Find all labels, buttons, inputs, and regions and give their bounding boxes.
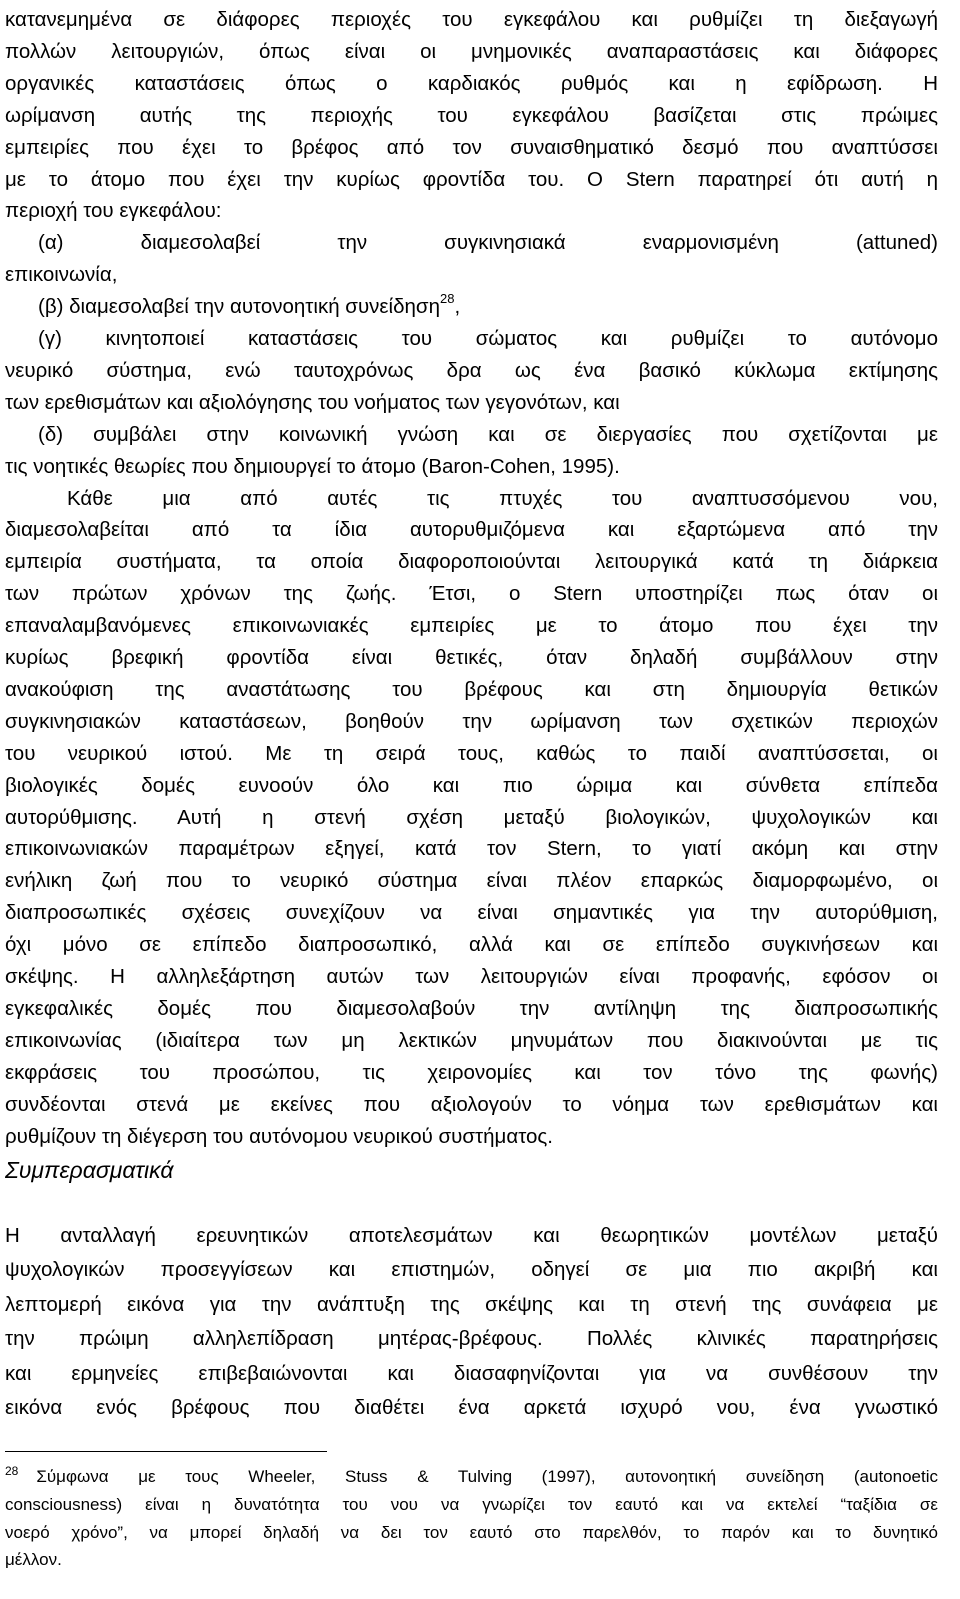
footnote-reference-comma: , [454,295,461,319]
footnote-line [5,1492,938,1518]
list-item-b-text: (β) διαμεσολαβεί την αυτονοητική συνείδηση [38,295,440,319]
list-item-d: (δ) συμβάλει στην κοινωνική γνώση και σε διεργασίες που σχετίζονται με [38,422,938,446]
body-line: συγκινησιακών καταστάσεων, βοηθούν την ωρίμανση των σχετικών περιοχών [5,709,938,733]
footnote-line [5,1520,938,1546]
body-line: επαναλαμβανόμενες επικοινωνιακές εμπειρίες με το άτομο που έχει την [5,614,938,638]
body-line: επικοινωνίας (ιδιαίτερα των μη λεκτικών μηνυμάτων που διακινούνται με τις [5,1028,938,1052]
body-line: συνδέονται στενά με εκείνες που αξιολογούν το νόημα των ερεθισμάτων και [5,1092,938,1116]
body-line: των ερεθισμάτων και αξιολόγησης του νοήματος των γεγονότων, και [5,390,620,414]
body-line: σκέψης. Η αλληλεξάρτηση αυτών των λειτουργιών είναι προφανής, εφόσον οι [5,965,938,988]
body-line: αυτορύθμισης. Αυτή η στενή σχέση μεταξύ βιολογικών, ψυχολογικών και [5,805,938,829]
footnote-reference: 28 [439,291,455,307]
body-line: νευρικό σύστημα, ενώ ταυτοχρόνως δρα ως ένα βασικό κύκλωμα εκτίμησης [5,358,938,382]
list-item-c: (γ) κινητοποιεί καταστάσεις του σώματος και ρυθμίζει το αυτόνομο [38,327,938,350]
body-line: ανακούφιση της αναστάτωσης του βρέφους και στη δημιουργία θετικών [5,677,938,701]
body-line: ωρίμανση αυτής της περιοχής του εγκεφάλου βασίζεται στις πρώιμες [5,103,938,127]
body-line: εμπειρία συστήματα, τα οποία διαφοροποιούνται λειτουργικά κατά τη διάρκεια [5,550,938,574]
body-line: οργανικές καταστάσεις όπως ο καρδιακός ρυθμός και η εφίδρωση. Η [5,71,938,95]
footnote-text: μέλλον. [5,1550,62,1569]
footnote-text: consciousness) είναι η δυνατότητα του νου να γνωρίζει τον εαυτό και να εκτελεί “ταξίδια σε [5,1495,938,1514]
conclusion-line: λεπτομερή εικόνα για την ανάπτυξη της σκέψης και τη στενή της συνάφεια με [5,1292,938,1316]
body-line: ενήλικη ζωή που το νευρικό σύστημα είναι πλέον επαρκώς διαμορφωμένο, οι [5,869,938,893]
body-line: περιοχή του εγκεφάλου: [5,199,222,223]
body-line: κατανεμημένα σε διάφορες περιοχές του εγκεφάλου και ρυθμίζει τη διεξαγωγή [5,8,938,31]
body-line: βιολογικές δομές ευνοούν όλο και πιο ώριμα και σύνθετα επίπεδα [5,773,938,797]
footnote-number: 28 [5,1464,19,1478]
body-line: του νευρικού ιστού. Με τη σειρά τους, καθώς το παιδί αναπτύσσεται, οι [5,741,938,765]
paragraph-start: Κάθε μια από αυτές τις πτυχές του αναπτυσσόμενου νου, [67,486,938,510]
footnote-text: Σύμφωνα με τους Wheeler, Stuss & Tulving (1997), αυτονοητική συνείδηση (autonoetic [36,1467,938,1486]
footnote-text: νοερό χρόνο”, να μπορεί δηλαδή να δει τον εαυτό στο παρελθόν, το παρόν και το δυνητικό [5,1523,938,1542]
conclusion-line: εικόνα ενός βρέφους που διαθέτει ένα αρκετά ισχυρό νου, ένα γνωστικό [5,1396,938,1419]
conclusion-line: την πρώιμη αλληλεπίδραση μητέρας-βρέφους. Πολλές κλινικές παρατηρήσεις [5,1327,938,1351]
body-line: επικοινωνιακών παραμέτρων εξηγεί, κατά τον Stern, το γιατί ακόμη και στην [5,837,938,861]
body-line: διαπροσωπικές σχέσεις συνεχίζουν να είναι σημαντικές για την αυτορύθμιση, [5,901,938,925]
conclusion-line: Η ανταλλαγή ερευνητικών αποτελεσμάτων και θεωρητικών μοντέλων μεταξύ [5,1224,938,1247]
body-line: επικοινωνία, [5,263,118,287]
list-item-a: (α) διαμεσολαβεί την συγκινησιακά εναρμονισμένη (attuned) [38,231,938,255]
body-line: διαμεσολαβείται από τα ίδια αυτορυθμιζόμενα και εξαρτώμενα από την [5,518,938,542]
body-line: τις νοητικές θεωρίες που δημιουργεί το άτομο (Baron-Cohen, 1995). [5,454,620,478]
conclusion-line: ψυχολογικών προσεγγίσεων και επιστημών, οδηγεί σε μια πιο ακριβή και [5,1258,938,1282]
footnote-line [5,1464,938,1490]
body-line: με το άτομο που έχει την κυρίως φροντίδα του. Ο Stern παρατηρεί ότι αυτή η [5,167,938,191]
body-line: κυρίως βρεφική φροντίδα είναι θετικές, όταν δηλαδή συμβάλλουν στην [5,646,938,669]
body-line: όχι μόνο σε επίπεδο διαπροσωπικό, αλλά και σε επίπεδο συγκινήσεων και [5,933,938,957]
body-line: των πρώτων χρόνων της ζωής. Έτσι, ο Stern υποστηρίζει πως όταν οι [5,582,938,606]
section-heading: Συμπερασματικά [5,1157,174,1183]
body-line-last: ρυθμίζουν τη διέγερση του αυτόνομου νευρικού συστήματος. [5,1124,553,1148]
body-line: εκφράσεις του προσώπου, τις χειρονομίες και τον τόνο της φωνής) [5,1060,938,1084]
body-line: εγκεφαλικές δομές που διαμεσολαβούν την αντίληψη της διαπροσωπικής [5,996,938,1020]
list-item-b [38,290,938,324]
conclusion-line: και ερμηνείες επιβεβαιώνονται και διασαφηνίζονται για να συνθέσουν την [5,1361,938,1385]
footnote-separator [5,1451,327,1452]
body-line: πολλών λειτουργιών, όπως είναι οι μνημονικές αναπαραστάσεις και διάφορες [5,39,938,63]
footnote-line [5,1547,938,1573]
body-line: εμπειρίες που έχει το βρέφος από τον συναισθηματικό δεσμό που αναπτύσσει [5,135,938,159]
